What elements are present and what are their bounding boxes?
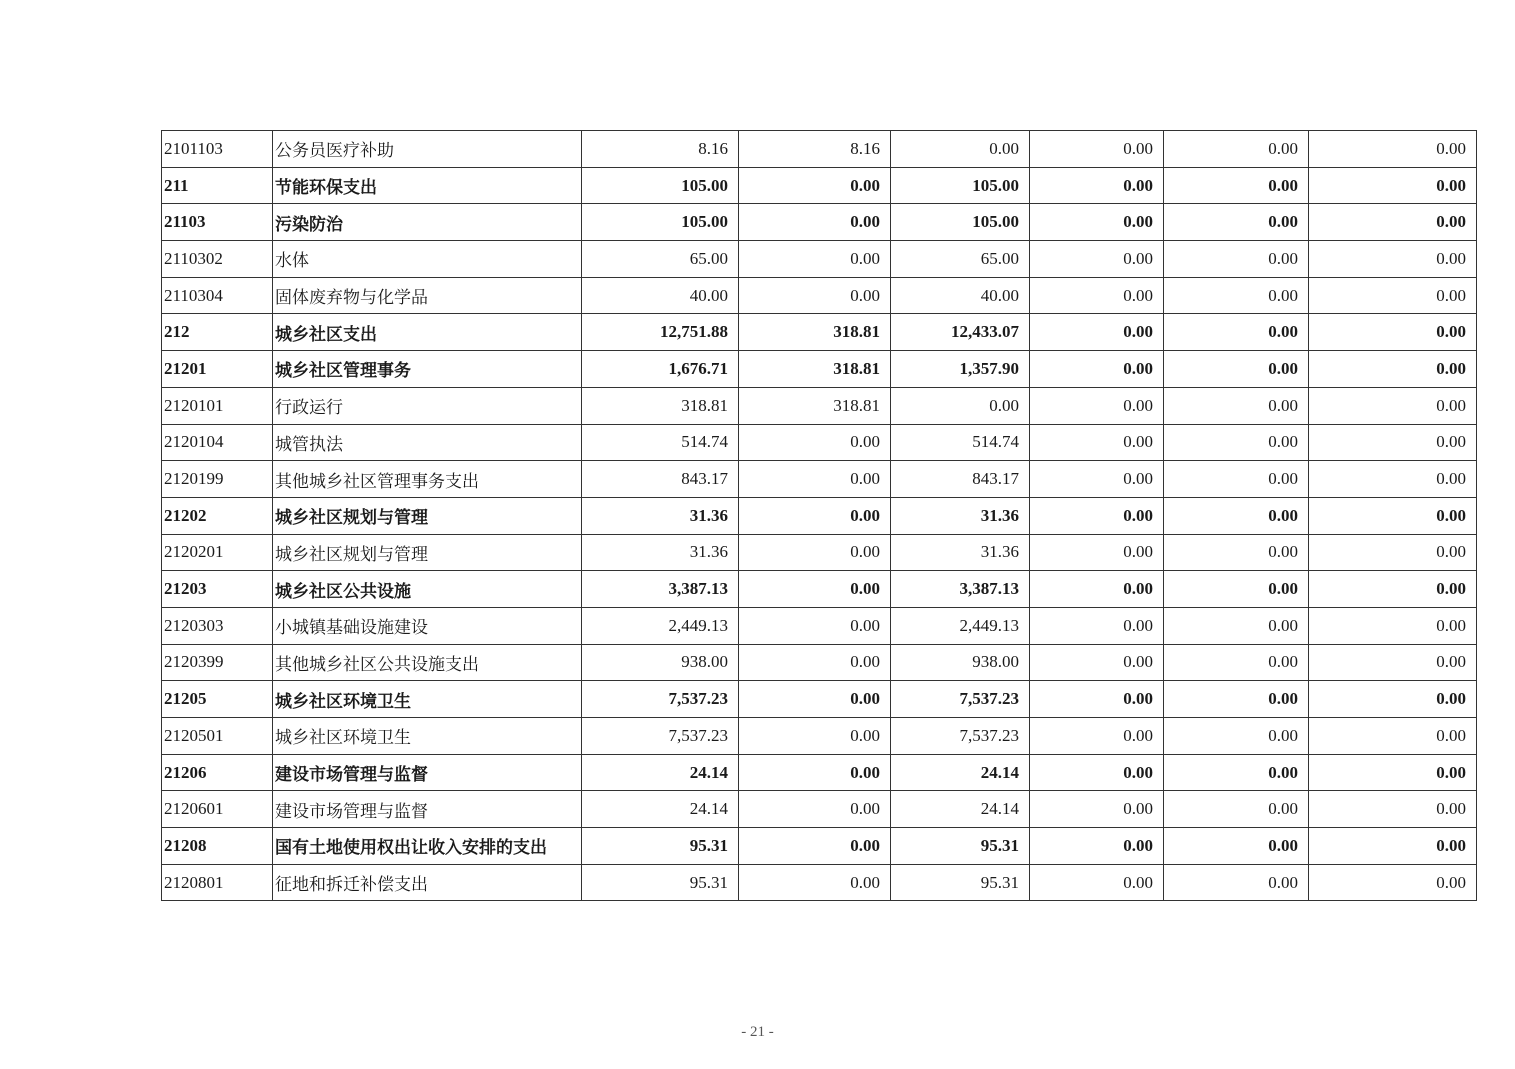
- row-value-cell: 0.00: [1030, 754, 1164, 791]
- row-value-cell: 0.00: [739, 828, 891, 865]
- row-value-cell: 0.00: [1164, 754, 1309, 791]
- row-value-cell: 24.14: [582, 754, 739, 791]
- row-value-cell: 7,537.23: [582, 718, 739, 755]
- row-value-cell: 318.81: [739, 314, 891, 351]
- row-name-cell: 污染防治: [273, 204, 582, 241]
- row-value-cell: 0.00: [1309, 204, 1477, 241]
- row-value-cell: 95.31: [891, 828, 1030, 865]
- row-name-cell: 水体: [273, 241, 582, 278]
- row-name-cell: 城乡社区公共设施: [273, 571, 582, 608]
- table-row: [162, 204, 1477, 241]
- table-row: [162, 644, 1477, 681]
- row-value-cell: 0.00: [1030, 571, 1164, 608]
- row-code-cell: 2101103: [162, 131, 273, 168]
- row-value-cell: 0.00: [739, 754, 891, 791]
- row-name-cell: 国有土地使用权出让收入安排的支出: [273, 828, 582, 865]
- row-value-cell: 24.14: [582, 791, 739, 828]
- row-name-cell: 建设市场管理与监督: [273, 791, 582, 828]
- row-code-cell: 21205: [162, 681, 273, 718]
- row-value-cell: 0.00: [739, 644, 891, 681]
- row-value-cell: 7,537.23: [891, 718, 1030, 755]
- row-value-cell: 2,449.13: [891, 607, 1030, 644]
- row-value-cell: 0.00: [1030, 864, 1164, 901]
- row-value-cell: 0.00: [1164, 314, 1309, 351]
- row-value-cell: 514.74: [891, 424, 1030, 461]
- row-value-cell: 0.00: [1309, 718, 1477, 755]
- row-value-cell: 40.00: [582, 277, 739, 314]
- row-value-cell: 318.81: [582, 387, 739, 424]
- row-name-cell: 节能环保支出: [273, 167, 582, 204]
- row-name-cell: 城乡社区管理事务: [273, 351, 582, 388]
- row-value-cell: 0.00: [1309, 461, 1477, 498]
- row-value-cell: 938.00: [891, 644, 1030, 681]
- row-value-cell: 0.00: [1164, 681, 1309, 718]
- row-name-cell: 征地和拆迁补偿支出: [273, 864, 582, 901]
- row-value-cell: 31.36: [582, 534, 739, 571]
- row-name-cell: 城乡社区环境卫生: [273, 718, 582, 755]
- row-name-cell: 建设市场管理与监督: [273, 754, 582, 791]
- table-row: [162, 718, 1477, 755]
- row-value-cell: 0.00: [1309, 167, 1477, 204]
- row-name-cell: 小城镇基础设施建设: [273, 607, 582, 644]
- row-value-cell: 40.00: [891, 277, 1030, 314]
- table-row: [162, 314, 1477, 351]
- row-value-cell: 938.00: [582, 644, 739, 681]
- row-name-cell: 公务员医疗补助: [273, 131, 582, 168]
- page-number: - 21 -: [741, 1024, 774, 1040]
- row-value-cell: 0.00: [1030, 204, 1164, 241]
- row-value-cell: 0.00: [739, 204, 891, 241]
- table-row: [162, 167, 1477, 204]
- row-value-cell: 0.00: [1164, 534, 1309, 571]
- table-row: [162, 387, 1477, 424]
- row-value-cell: 105.00: [891, 167, 1030, 204]
- row-value-cell: 0.00: [1309, 277, 1477, 314]
- row-value-cell: 843.17: [582, 461, 739, 498]
- row-value-cell: 0.00: [1030, 387, 1164, 424]
- row-value-cell: 0.00: [739, 607, 891, 644]
- row-value-cell: 0.00: [1030, 497, 1164, 534]
- row-value-cell: 2,449.13: [582, 607, 739, 644]
- row-value-cell: 318.81: [739, 387, 891, 424]
- row-value-cell: 3,387.13: [891, 571, 1030, 608]
- row-value-cell: 65.00: [582, 241, 739, 278]
- row-code-cell: 21206: [162, 754, 273, 791]
- table-row: [162, 754, 1477, 791]
- row-code-cell: 212: [162, 314, 273, 351]
- row-code-cell: 2120201: [162, 534, 273, 571]
- table-row: [162, 607, 1477, 644]
- row-code-cell: 2120101: [162, 387, 273, 424]
- row-value-cell: 3,387.13: [582, 571, 739, 608]
- row-code-cell: 21103: [162, 204, 273, 241]
- row-code-cell: 21202: [162, 497, 273, 534]
- row-value-cell: 0.00: [1030, 828, 1164, 865]
- row-value-cell: 95.31: [582, 828, 739, 865]
- row-value-cell: 0.00: [1030, 167, 1164, 204]
- table-row: [162, 424, 1477, 461]
- row-value-cell: 0.00: [1309, 644, 1477, 681]
- row-name-cell: 城乡社区规划与管理: [273, 497, 582, 534]
- row-name-cell: 城管执法: [273, 424, 582, 461]
- row-value-cell: 0.00: [1309, 351, 1477, 388]
- row-value-cell: 31.36: [891, 534, 1030, 571]
- row-value-cell: 0.00: [1309, 828, 1477, 865]
- table-row: [162, 277, 1477, 314]
- row-value-cell: 0.00: [1309, 497, 1477, 534]
- row-value-cell: 0.00: [1164, 461, 1309, 498]
- row-value-cell: 0.00: [1164, 424, 1309, 461]
- row-code-cell: 2120601: [162, 791, 273, 828]
- row-value-cell: 95.31: [891, 864, 1030, 901]
- row-code-cell: 21201: [162, 351, 273, 388]
- row-code-cell: 2120399: [162, 644, 273, 681]
- budget-table: [161, 130, 1477, 901]
- row-value-cell: 0.00: [1309, 791, 1477, 828]
- row-value-cell: 1,676.71: [582, 351, 739, 388]
- row-code-cell: 2110304: [162, 277, 273, 314]
- row-value-cell: 0.00: [1309, 534, 1477, 571]
- row-value-cell: 0.00: [739, 864, 891, 901]
- row-value-cell: 1,357.90: [891, 351, 1030, 388]
- row-value-cell: 0.00: [891, 387, 1030, 424]
- row-value-cell: 0.00: [739, 534, 891, 571]
- table-row: [162, 534, 1477, 571]
- row-name-cell: 固体废弃物与化学品: [273, 277, 582, 314]
- row-value-cell: 0.00: [1164, 607, 1309, 644]
- row-value-cell: 0.00: [1164, 131, 1309, 168]
- row-value-cell: 0.00: [1030, 791, 1164, 828]
- row-value-cell: 0.00: [739, 497, 891, 534]
- row-value-cell: 12,751.88: [582, 314, 739, 351]
- row-code-cell: 21208: [162, 828, 273, 865]
- row-code-cell: 2120801: [162, 864, 273, 901]
- row-code-cell: 2110302: [162, 241, 273, 278]
- row-value-cell: 0.00: [1030, 607, 1164, 644]
- table-row: [162, 131, 1477, 168]
- row-code-cell: 2120104: [162, 424, 273, 461]
- row-value-cell: 0.00: [1030, 644, 1164, 681]
- row-value-cell: 31.36: [582, 497, 739, 534]
- row-name-cell: 城乡社区支出: [273, 314, 582, 351]
- row-value-cell: 0.00: [1030, 534, 1164, 571]
- row-value-cell: 0.00: [1164, 644, 1309, 681]
- row-value-cell: 0.00: [739, 241, 891, 278]
- row-value-cell: 0.00: [1164, 241, 1309, 278]
- table-row: [162, 864, 1477, 901]
- row-value-cell: 0.00: [739, 167, 891, 204]
- row-value-cell: 0.00: [739, 424, 891, 461]
- row-code-cell: 2120501: [162, 718, 273, 755]
- row-value-cell: 514.74: [582, 424, 739, 461]
- row-value-cell: 0.00: [1309, 571, 1477, 608]
- row-name-cell: 城乡社区环境卫生: [273, 681, 582, 718]
- row-value-cell: 0.00: [1309, 607, 1477, 644]
- row-value-cell: 0.00: [739, 461, 891, 498]
- row-value-cell: 0.00: [1309, 754, 1477, 791]
- row-value-cell: 95.31: [582, 864, 739, 901]
- row-value-cell: 8.16: [739, 131, 891, 168]
- row-value-cell: 0.00: [739, 681, 891, 718]
- row-value-cell: 0.00: [1030, 424, 1164, 461]
- row-code-cell: 2120199: [162, 461, 273, 498]
- row-code-cell: 21203: [162, 571, 273, 608]
- row-value-cell: 7,537.23: [582, 681, 739, 718]
- table-row: [162, 461, 1477, 498]
- row-value-cell: 0.00: [1164, 828, 1309, 865]
- row-value-cell: 8.16: [582, 131, 739, 168]
- row-name-cell: 其他城乡社区公共设施支出: [273, 644, 582, 681]
- row-value-cell: 65.00: [891, 241, 1030, 278]
- row-name-cell: 其他城乡社区管理事务支出: [273, 461, 582, 498]
- row-value-cell: 0.00: [1030, 461, 1164, 498]
- row-value-cell: 0.00: [1030, 241, 1164, 278]
- row-value-cell: 0.00: [1309, 241, 1477, 278]
- row-value-cell: 0.00: [1164, 351, 1309, 388]
- table-row: [162, 241, 1477, 278]
- row-value-cell: 0.00: [1164, 277, 1309, 314]
- row-value-cell: 7,537.23: [891, 681, 1030, 718]
- row-value-cell: 318.81: [739, 351, 891, 388]
- row-value-cell: 24.14: [891, 791, 1030, 828]
- row-value-cell: 105.00: [582, 204, 739, 241]
- row-value-cell: 31.36: [891, 497, 1030, 534]
- table-row: [162, 497, 1477, 534]
- row-value-cell: 0.00: [739, 571, 891, 608]
- row-value-cell: 0.00: [1164, 791, 1309, 828]
- table-row: [162, 828, 1477, 865]
- table-row: [162, 791, 1477, 828]
- row-code-cell: 211: [162, 167, 273, 204]
- row-value-cell: 12,433.07: [891, 314, 1030, 351]
- row-value-cell: 0.00: [1164, 571, 1309, 608]
- row-value-cell: 0.00: [1164, 497, 1309, 534]
- row-value-cell: 105.00: [891, 204, 1030, 241]
- row-value-cell: 843.17: [891, 461, 1030, 498]
- row-value-cell: 0.00: [1164, 718, 1309, 755]
- row-value-cell: 0.00: [1164, 204, 1309, 241]
- table-row: [162, 571, 1477, 608]
- row-value-cell: 0.00: [1030, 131, 1164, 168]
- row-value-cell: 0.00: [1309, 424, 1477, 461]
- row-value-cell: 0.00: [1164, 167, 1309, 204]
- row-code-cell: 2120303: [162, 607, 273, 644]
- row-value-cell: 0.00: [1164, 864, 1309, 901]
- row-value-cell: 105.00: [582, 167, 739, 204]
- row-value-cell: 0.00: [1164, 387, 1309, 424]
- row-value-cell: 0.00: [1309, 314, 1477, 351]
- row-value-cell: 0.00: [739, 718, 891, 755]
- table-body: [162, 131, 1477, 901]
- row-value-cell: 0.00: [1030, 351, 1164, 388]
- table-row: [162, 351, 1477, 388]
- row-value-cell: 24.14: [891, 754, 1030, 791]
- row-value-cell: 0.00: [1309, 131, 1477, 168]
- row-value-cell: 0.00: [1030, 314, 1164, 351]
- row-value-cell: 0.00: [1030, 277, 1164, 314]
- row-value-cell: 0.00: [1309, 387, 1477, 424]
- row-value-cell: 0.00: [891, 131, 1030, 168]
- table-row: [162, 681, 1477, 718]
- row-value-cell: 0.00: [739, 791, 891, 828]
- row-value-cell: 0.00: [1030, 681, 1164, 718]
- row-value-cell: 0.00: [1309, 681, 1477, 718]
- row-name-cell: 城乡社区规划与管理: [273, 534, 582, 571]
- row-value-cell: 0.00: [1309, 864, 1477, 901]
- row-value-cell: 0.00: [739, 277, 891, 314]
- row-name-cell: 行政运行: [273, 387, 582, 424]
- row-value-cell: 0.00: [1030, 718, 1164, 755]
